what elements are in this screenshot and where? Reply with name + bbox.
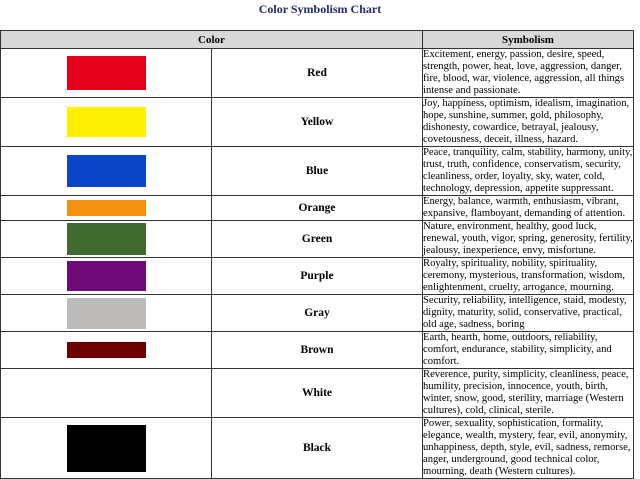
color-swatch — [67, 425, 146, 472]
color-swatch — [67, 223, 146, 255]
color-row-green — [1, 221, 634, 258]
color-name: Red — [212, 49, 423, 98]
symbolism-text: Earth, hearth, home, outdoors, reliability, comfort, endurance, stability, simplicity, and comfort. — [423, 332, 634, 369]
color-swatch-cell — [1, 49, 212, 98]
color-swatch — [67, 56, 146, 90]
color-name: Gray — [212, 295, 423, 332]
color-row-gray — [1, 295, 634, 332]
symbolism-column-header: Symbolism — [423, 31, 634, 49]
color-name: Yellow — [212, 98, 423, 147]
color-name: Green — [212, 221, 423, 258]
color-row-yellow — [1, 98, 634, 147]
color-row-black — [1, 418, 634, 479]
color-name: Brown — [212, 332, 423, 369]
color-name: White — [212, 369, 423, 418]
color-swatch — [67, 107, 146, 137]
color-row-white — [1, 369, 634, 418]
color-swatch — [67, 155, 146, 187]
color-swatch — [67, 298, 146, 329]
chart-title: Color Symbolism Chart — [258, 2, 382, 16]
symbolism-text: Power, sexuality, sophistication, formality, elegance, wealth, mystery, fear, evil, anonymity, unhappiness, depth, style, evil, sadness, remorse, anger, underground, good technical color, mourning, death (Western cultures). — [423, 418, 634, 479]
color-swatch — [67, 200, 146, 216]
color-symbolism-table — [0, 30, 634, 479]
color-swatch-cell — [1, 196, 212, 221]
symbolism-text: Reverence, purity, simplicity, cleanliness, peace, humility, precision, innocence, youth, birth, winter, snow, good, sterility, marriage (Western cultures), cold, clinical, sterile. — [423, 369, 634, 418]
color-swatch — [67, 261, 146, 291]
color-name: Blue — [212, 147, 423, 196]
color-swatch — [67, 379, 146, 408]
color-row-orange — [1, 196, 634, 221]
color-row-blue — [1, 147, 634, 196]
color-row-purple — [1, 258, 634, 295]
color-swatch-cell — [1, 98, 212, 147]
symbolism-text: Joy, happiness, optimism, idealism, imagination, hope, sunshine, summer, gold, philosophy, dishonesty, cowardice, betrayal, jealousy, covetousness, deceit, illness, hazard. — [423, 98, 634, 147]
symbolism-text: Nature, environment, healthy, good luck, renewal, youth, vigor, spring, generosity, fertility, jealousy, inexperience, envy, misfortune. — [423, 221, 633, 256]
symbolism-text: Royalty, spirituality, nobility, spirituality, ceremony, mysterious, transformation, wisdom, enlightenment, cruelty, arrogance, mourning. — [423, 258, 634, 295]
color-row-brown — [1, 332, 634, 369]
color-swatch-cell — [1, 147, 212, 196]
color-name: Purple — [212, 258, 423, 295]
symbolism-text: Excitement, energy, passion, desire, speed, strength, power, heat, love, aggression, danger, fire, blood, war, violence, aggression, all things intense and passionate. — [423, 49, 634, 98]
color-swatch-cell — [1, 332, 212, 369]
symbolism-text: Peace, tranquility, calm, stability, harmony, unity, trust, truth, confidence, conservatism, security, cleanliness, order, loyalty, sky, water, cold, technology, depression, appetite suppressant. — [423, 147, 633, 194]
header-row — [1, 31, 634, 49]
symbolism-text: Security, reliability, intelligence, staid, modesty, dignity, maturity, solid, conservative, practical, old age, sadness, boring — [423, 295, 634, 332]
color-swatch-cell — [1, 258, 212, 295]
color-name: Orange — [212, 196, 423, 221]
color-swatch-cell — [1, 418, 212, 479]
color-column-header: Color — [1, 31, 423, 49]
color-swatch-cell — [1, 369, 212, 418]
color-row-red — [1, 49, 634, 98]
color-swatch-cell — [1, 295, 212, 332]
symbolism-text: Energy, balance, warmth, enthusiasm, vibrant, expansive, flamboyant, demanding of attention. — [423, 196, 634, 221]
color-swatch-cell — [1, 221, 212, 258]
color-swatch — [67, 342, 146, 358]
color-name: Black — [212, 418, 423, 479]
